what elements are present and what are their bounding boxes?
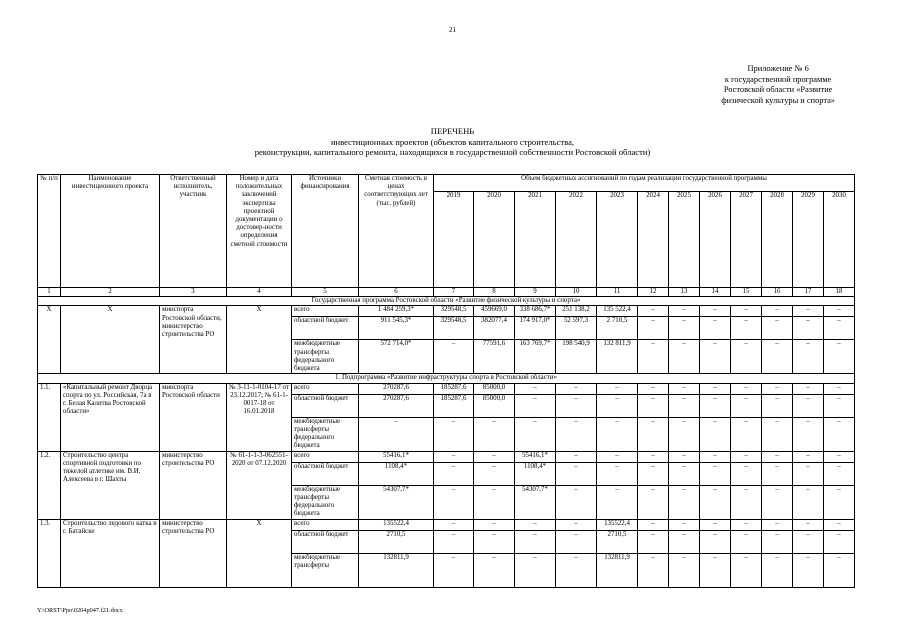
year-value: – xyxy=(731,451,762,462)
document-title xyxy=(0,126,905,158)
project-row xyxy=(38,451,855,462)
year-value: 85000,0 xyxy=(474,394,515,417)
year-value: – xyxy=(515,519,556,530)
year-value: – xyxy=(700,451,731,462)
year-value: – xyxy=(731,519,762,530)
year-value: – xyxy=(700,394,731,417)
year-value: – xyxy=(762,340,793,374)
year-value: – xyxy=(638,306,669,317)
year-value: 132 811,9 xyxy=(597,340,638,374)
year-value: – xyxy=(434,462,474,485)
year-value: – xyxy=(638,462,669,485)
title-line: реконструкции, капитального ремонта, находящихся в государственной собственности Ростовской области) xyxy=(254,147,651,158)
year-value: – xyxy=(556,530,597,553)
year-value: – xyxy=(515,383,556,394)
column-number: 6 xyxy=(359,288,434,297)
header-year: 2030 xyxy=(824,192,855,288)
funding-source: межбюджетные трансферты xyxy=(292,553,359,587)
year-value: – xyxy=(824,383,855,394)
year-value: 163 769,7* xyxy=(515,340,556,374)
column-number: 5 xyxy=(292,288,359,297)
year-value: – xyxy=(731,383,762,394)
year-value: 135 522,4 xyxy=(597,306,638,317)
year-value: – xyxy=(762,553,793,587)
column-number: 12 xyxy=(638,288,669,297)
year-value: – xyxy=(556,553,597,587)
expertise: Х xyxy=(227,306,292,374)
estimate-value: 54307,7* xyxy=(359,485,434,519)
year-value: – xyxy=(824,519,855,530)
year-value: – xyxy=(824,340,855,374)
year-value: – xyxy=(434,340,474,374)
funding-source: всего xyxy=(292,383,359,394)
header-year: 2026 xyxy=(700,192,731,288)
column-number: 14 xyxy=(700,288,731,297)
year-value: – xyxy=(700,317,731,340)
header-year: 2022 xyxy=(556,192,597,288)
year-value: – xyxy=(793,451,824,462)
year-value: 329548,5 xyxy=(434,317,474,340)
year-value: – xyxy=(638,340,669,374)
year-value: – xyxy=(762,394,793,417)
header-year: 2025 xyxy=(669,192,700,288)
year-value: 1108,4* xyxy=(515,462,556,485)
year-value: – xyxy=(824,394,855,417)
header-row xyxy=(38,175,855,192)
row-num: 1.3. xyxy=(38,519,61,587)
header-expertise: Номер и дата положительных заключений экспертизы проектной документации о достовер-ности определения сметной стоимости xyxy=(227,175,292,288)
funding-source: всего xyxy=(292,306,359,317)
year-value: – xyxy=(597,394,638,417)
program-title-row xyxy=(38,297,855,306)
header-year: 2028 xyxy=(762,192,793,288)
year-value: – xyxy=(762,519,793,530)
year-value: – xyxy=(669,394,700,417)
column-number: 16 xyxy=(762,288,793,297)
page-number: 21 xyxy=(449,26,456,34)
executor: министерство строительства РО xyxy=(160,451,227,519)
row-num: 1.2. xyxy=(38,451,61,519)
year-value: – xyxy=(638,485,669,519)
year-value: – xyxy=(474,485,515,519)
project-row xyxy=(38,519,855,530)
year-value: – xyxy=(669,340,700,374)
year-value: – xyxy=(824,485,855,519)
year-value: – xyxy=(731,306,762,317)
year-value: – xyxy=(824,553,855,587)
year-value: – xyxy=(556,485,597,519)
year-value: – xyxy=(474,462,515,485)
year-value: – xyxy=(793,519,824,530)
estimate-value: 572 714,0* xyxy=(359,340,434,374)
year-value: – xyxy=(762,317,793,340)
funding-source: областной бюджет xyxy=(292,530,359,553)
year-value: – xyxy=(638,451,669,462)
year-value: 459669,0 xyxy=(474,306,515,317)
year-value: – xyxy=(669,383,700,394)
funding-source: областной бюджет xyxy=(292,462,359,485)
year-value: – xyxy=(731,417,762,451)
row-num: 1.1. xyxy=(38,383,61,451)
year-value: 174 917,0* xyxy=(515,317,556,340)
year-value: – xyxy=(793,317,824,340)
column-number-row xyxy=(38,288,855,297)
year-value: – xyxy=(731,530,762,553)
year-value: – xyxy=(700,383,731,394)
year-value: – xyxy=(556,383,597,394)
project-name: Строительство центра спортивной подготовки по тяжелой атлетике им. В.И. Алексеева в г. Шахты xyxy=(61,451,160,519)
funding-source: всего xyxy=(292,451,359,462)
year-value: – xyxy=(669,306,700,317)
year-value: – xyxy=(824,462,855,485)
funding-source: межбюджетные трансферты федерального бюджета xyxy=(292,340,359,374)
project-row xyxy=(38,383,855,394)
year-value: – xyxy=(793,383,824,394)
column-number: 7 xyxy=(434,288,474,297)
year-value: 135522,4 xyxy=(597,519,638,530)
year-value: – xyxy=(474,553,515,587)
title-line: инвестиционных проектов (объектов капитального строительства, xyxy=(330,136,575,147)
funding-source: областной бюджет xyxy=(292,317,359,340)
year-value: – xyxy=(793,340,824,374)
year-value: – xyxy=(556,417,597,451)
year-value: – xyxy=(700,485,731,519)
year-value: – xyxy=(793,553,824,587)
year-value: – xyxy=(638,519,669,530)
year-value: – xyxy=(700,519,731,530)
year-value: 185287,6 xyxy=(434,383,474,394)
header-year: 2021 xyxy=(515,192,556,288)
year-value: – xyxy=(700,530,731,553)
year-value: 2710,5 xyxy=(597,530,638,553)
table-body xyxy=(38,175,855,588)
year-value: 54307,7* xyxy=(515,485,556,519)
year-value: – xyxy=(638,553,669,587)
year-value: – xyxy=(474,417,515,451)
year-value: 77591,6 xyxy=(474,340,515,374)
year-value: – xyxy=(669,519,700,530)
column-number: 3 xyxy=(160,288,227,297)
year-value: – xyxy=(556,462,597,485)
header-year: 2023 xyxy=(597,192,638,288)
estimate-value: 55416,1* xyxy=(359,451,434,462)
year-value: – xyxy=(793,462,824,485)
year-value: – xyxy=(762,306,793,317)
year-value: – xyxy=(700,417,731,451)
year-value: – xyxy=(434,485,474,519)
title-heading: ПЕРЕЧЕНЬ xyxy=(430,126,475,136)
year-value: – xyxy=(597,417,638,451)
year-value: – xyxy=(762,383,793,394)
expertise: Х xyxy=(227,519,292,587)
appendix-line: физической культуры и спорта» xyxy=(721,95,835,105)
header-executor: Ответственный исполнитель, участник xyxy=(160,175,227,288)
project-name: «Капитальный ремонт Дворца спорта по ул. Российская, 7а в г. Белая Калитва Ростовской области» xyxy=(61,383,160,451)
funding-source: всего xyxy=(292,519,359,530)
year-value: – xyxy=(474,451,515,462)
project-name: Строительство ледового катка в г. Батайске xyxy=(61,519,160,587)
year-value: – xyxy=(515,417,556,451)
year-value: – xyxy=(638,383,669,394)
year-value: – xyxy=(638,417,669,451)
funding-source: межбюджетные трансферты федерального бюджета xyxy=(292,485,359,519)
estimate-value: 270287,6 xyxy=(359,394,434,417)
year-value: – xyxy=(556,451,597,462)
column-number: 2 xyxy=(61,288,160,297)
year-value: – xyxy=(669,417,700,451)
estimate-value: 1108,4* xyxy=(359,462,434,485)
column-number: 17 xyxy=(793,288,824,297)
appendix-line: Ростовской области «Развитие xyxy=(723,85,833,95)
year-value: – xyxy=(824,306,855,317)
year-value: – xyxy=(434,417,474,451)
column-number: 13 xyxy=(669,288,700,297)
year-value: – xyxy=(638,394,669,417)
estimate-value: 132811,9 xyxy=(359,553,434,587)
funding-source: областной бюджет xyxy=(292,394,359,417)
year-value: – xyxy=(434,451,474,462)
appendix-caption xyxy=(721,64,835,106)
year-value: – xyxy=(515,394,556,417)
executor: министерство строительства РО xyxy=(160,519,227,587)
year-value: – xyxy=(434,530,474,553)
appendix-line: Приложение № 6 xyxy=(747,64,809,73)
year-value: – xyxy=(762,451,793,462)
year-value: 251 138,2 xyxy=(556,306,597,317)
year-value: 185287,6 xyxy=(434,394,474,417)
estimate-value: 911 545,3* xyxy=(359,317,434,340)
year-value: – xyxy=(434,553,474,587)
year-value: 329548,5 xyxy=(434,306,474,317)
executor: минспорта Ростовской области xyxy=(160,383,227,451)
year-value: – xyxy=(669,462,700,485)
year-value: – xyxy=(669,451,700,462)
year-value: – xyxy=(597,383,638,394)
header-estimate: Сметная стоимость в ценах соответствующих лет (тыс. рублей) xyxy=(359,175,434,288)
year-value: – xyxy=(793,485,824,519)
year-value: – xyxy=(731,485,762,519)
year-value: 52 597,3 xyxy=(556,317,597,340)
header-source: Источники финансирования xyxy=(292,175,359,288)
year-value: – xyxy=(597,451,638,462)
year-value: – xyxy=(556,394,597,417)
column-number: 4 xyxy=(227,288,292,297)
year-value: – xyxy=(824,451,855,462)
year-value: – xyxy=(474,530,515,553)
year-value: – xyxy=(700,306,731,317)
column-number: 8 xyxy=(474,288,515,297)
expertise: № 61-1-1-3-062551-2020 от 07.12.2020 xyxy=(227,451,292,519)
year-value: – xyxy=(638,530,669,553)
year-value: – xyxy=(597,485,638,519)
column-number: 1 xyxy=(38,288,61,297)
year-value: 382077,4 xyxy=(474,317,515,340)
year-value: – xyxy=(793,394,824,417)
year-value: 132811,9 xyxy=(597,553,638,587)
header-volume: Объем бюджетных ассигнований по годам реализации государственной программы xyxy=(434,175,855,192)
year-value: – xyxy=(700,553,731,587)
year-value: – xyxy=(474,519,515,530)
year-value: – xyxy=(556,519,597,530)
estimate-value: 270287,6 xyxy=(359,383,434,394)
subprogram-title-row xyxy=(38,374,855,383)
year-value: – xyxy=(731,394,762,417)
year-value: 55416,1* xyxy=(515,451,556,462)
year-value: – xyxy=(638,317,669,340)
year-value: – xyxy=(597,462,638,485)
subprogram-title: 1. Подпрограмма «Развитие инфраструктуры спорта в Ростовской области» xyxy=(38,374,855,383)
funding-source: межбюджетные трансферты федерального бюджета xyxy=(292,417,359,451)
year-value: – xyxy=(824,417,855,451)
header-year: 2019 xyxy=(434,192,474,288)
column-number: 10 xyxy=(556,288,597,297)
year-value: – xyxy=(762,417,793,451)
estimate-value: – xyxy=(359,417,434,451)
expertise: № 3-11-1-0104-17 от 23.12.2017; № 61-1-0017-18 от 16.01.2018 xyxy=(227,383,292,451)
year-value: – xyxy=(824,317,855,340)
header-year: 2024 xyxy=(638,192,669,288)
header-year: 2020 xyxy=(474,192,515,288)
year-value: 198 540,9 xyxy=(556,340,597,374)
year-value: – xyxy=(793,306,824,317)
year-value: – xyxy=(669,553,700,587)
header-name: Наименование инвестиционного проекта xyxy=(61,175,160,288)
header-year: 2029 xyxy=(793,192,824,288)
year-value: – xyxy=(793,530,824,553)
program-title: Государственная программа Ростовской области «Развитие физической культуры и спорта» xyxy=(38,297,855,306)
row-num: Х xyxy=(38,306,61,374)
year-value: – xyxy=(762,485,793,519)
column-number: 9 xyxy=(515,288,556,297)
year-value: – xyxy=(669,530,700,553)
year-value: – xyxy=(515,530,556,553)
column-number: 18 xyxy=(824,288,855,297)
year-value: – xyxy=(731,340,762,374)
year-value: – xyxy=(669,485,700,519)
year-value: – xyxy=(731,317,762,340)
year-value: – xyxy=(700,462,731,485)
year-value: 2 710,5 xyxy=(597,317,638,340)
year-value: – xyxy=(515,553,556,587)
year-value: – xyxy=(762,462,793,485)
year-value: – xyxy=(731,553,762,587)
project-name: Х xyxy=(61,306,160,374)
year-value: – xyxy=(731,462,762,485)
column-number: 11 xyxy=(597,288,638,297)
appendix-line: к государственной программе xyxy=(724,74,832,84)
year-value: – xyxy=(824,530,855,553)
header-num: № п/п xyxy=(38,175,61,288)
year-value: 85000,0 xyxy=(474,383,515,394)
executor: минспорта Ростовской области, министерство строительства РО xyxy=(160,306,227,374)
program-row xyxy=(38,306,855,317)
estimate-value: 2710,5 xyxy=(359,530,434,553)
estimate-value: 135522,4 xyxy=(359,519,434,530)
column-number: 15 xyxy=(731,288,762,297)
estimate-value: 1 484 259,3* xyxy=(359,306,434,317)
year-value: – xyxy=(793,417,824,451)
investment-projects-table xyxy=(37,174,855,588)
file-path-footer: Y:\ORST\Ppo\0204p047.f21.docx xyxy=(37,607,123,614)
year-value: – xyxy=(434,519,474,530)
year-value: – xyxy=(700,340,731,374)
header-year: 2027 xyxy=(731,192,762,288)
year-value: – xyxy=(762,530,793,553)
year-value: – xyxy=(669,317,700,340)
year-value: 338 686,7* xyxy=(515,306,556,317)
